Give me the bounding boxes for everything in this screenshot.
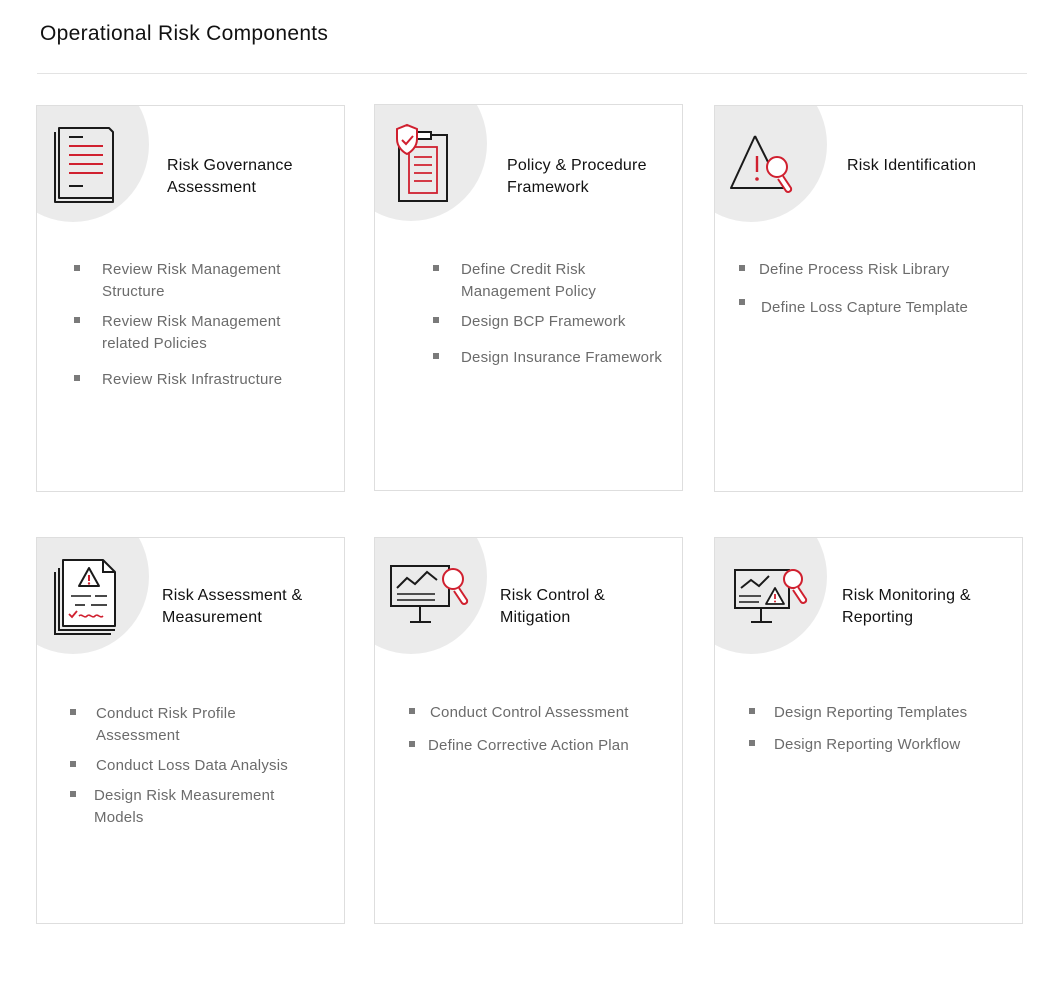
- list-item: [70, 785, 310, 829]
- list-item: [409, 735, 679, 757]
- card-item-list: [739, 259, 1019, 327]
- warning-document-icon: [47, 548, 137, 638]
- card-title-line2: Mitigation: [500, 609, 571, 626]
- list-item-text: Design Reporting Templates: [774, 704, 968, 721]
- list-item-text: Define Process Risk Library: [759, 261, 950, 278]
- list-item: [749, 702, 1019, 724]
- list-item-text: Define Corrective Action Plan: [428, 737, 629, 754]
- list-item: [409, 702, 679, 724]
- bullet-square: [409, 708, 415, 714]
- bullet-square: [70, 761, 76, 767]
- card-title: [507, 155, 647, 199]
- card-risk-control: [374, 537, 683, 924]
- list-item-text: Review Risk Management related Policies: [102, 313, 281, 352]
- list-item: [74, 259, 314, 303]
- list-item: [74, 311, 314, 355]
- card-item-list: [74, 259, 314, 399]
- bullet-square: [433, 317, 439, 323]
- monitor-warning-icon: [725, 548, 815, 638]
- title-divider: [37, 73, 1027, 74]
- card-title: [842, 585, 971, 629]
- card-title-line1: Risk Governance: [167, 157, 293, 174]
- list-item: [433, 259, 673, 303]
- card-title: [500, 585, 605, 629]
- card-item-list: [70, 703, 310, 837]
- bullet-square: [70, 791, 76, 797]
- list-item-text: Design Insurance Framework: [461, 349, 663, 366]
- page-title: Operational Risk Components: [40, 22, 329, 45]
- list-item: [433, 311, 673, 333]
- card-title-line1: Risk Assessment &: [162, 587, 303, 604]
- card-item-list: [749, 702, 1019, 764]
- card-risk-monitoring: [714, 537, 1023, 924]
- list-item: [433, 347, 673, 369]
- shield-clipboard-icon: [385, 115, 475, 205]
- bullet-square: [739, 265, 745, 271]
- list-item: [749, 734, 1019, 756]
- document-icon: [47, 116, 137, 206]
- bullet-square: [433, 353, 439, 359]
- list-item: [74, 369, 314, 391]
- bullet-square: [409, 741, 415, 747]
- monitor-magnifier-icon: [385, 548, 475, 638]
- bullet-square: [739, 299, 745, 305]
- card-title: [162, 585, 302, 629]
- card-item-list: [433, 259, 673, 377]
- card-policy-procedure: [374, 104, 683, 491]
- card-title-line1: Risk Monitoring &: [842, 587, 971, 604]
- list-item-text: Conduct Control Assessment: [430, 704, 629, 721]
- list-item-text: Define Loss Capture Template: [761, 299, 969, 316]
- card-title: [167, 155, 293, 199]
- list-item-text: Design BCP Framework: [461, 313, 626, 330]
- bullet-square: [749, 740, 755, 746]
- bullet-square: [749, 708, 755, 714]
- card-title-line2: Framework: [507, 179, 589, 196]
- card-title-line1: Risk Identification: [847, 157, 977, 174]
- card-title-line1: Risk Control &: [500, 587, 606, 604]
- warning-magnifier-icon: [725, 116, 815, 206]
- list-item-text: Conduct Loss Data Analysis: [96, 757, 288, 774]
- bullet-square: [74, 375, 80, 381]
- list-item-text: Define Credit Risk Management Policy: [461, 261, 597, 300]
- bullet-square: [74, 317, 80, 323]
- list-item-text: Review Risk Infrastructure: [102, 371, 283, 388]
- bullet-square: [70, 709, 76, 715]
- list-item: [70, 703, 310, 747]
- bullet-square: [433, 265, 439, 271]
- list-item-text: Review Risk Management Structure: [102, 261, 281, 300]
- list-item: [739, 297, 1019, 319]
- card-title-line2: Assessment: [167, 179, 257, 196]
- card-title: [847, 155, 976, 177]
- list-item-text: Design Risk Measurement Models: [94, 787, 275, 826]
- card-risk-governance: [36, 105, 345, 492]
- list-item-text: Design Reporting Workflow: [774, 736, 961, 753]
- card-risk-assessment: [36, 537, 345, 924]
- list-item-text: Conduct Risk Profile Assessment: [96, 705, 236, 744]
- list-item: [70, 755, 310, 777]
- card-risk-identification: [714, 105, 1023, 492]
- card-item-list: [409, 702, 679, 765]
- card-title-line2: Reporting: [842, 609, 914, 626]
- bullet-square: [74, 265, 80, 271]
- card-title-line2: Measurement: [162, 609, 263, 626]
- card-title-line1: Policy & Procedure: [507, 157, 647, 174]
- list-item: [739, 259, 1019, 281]
